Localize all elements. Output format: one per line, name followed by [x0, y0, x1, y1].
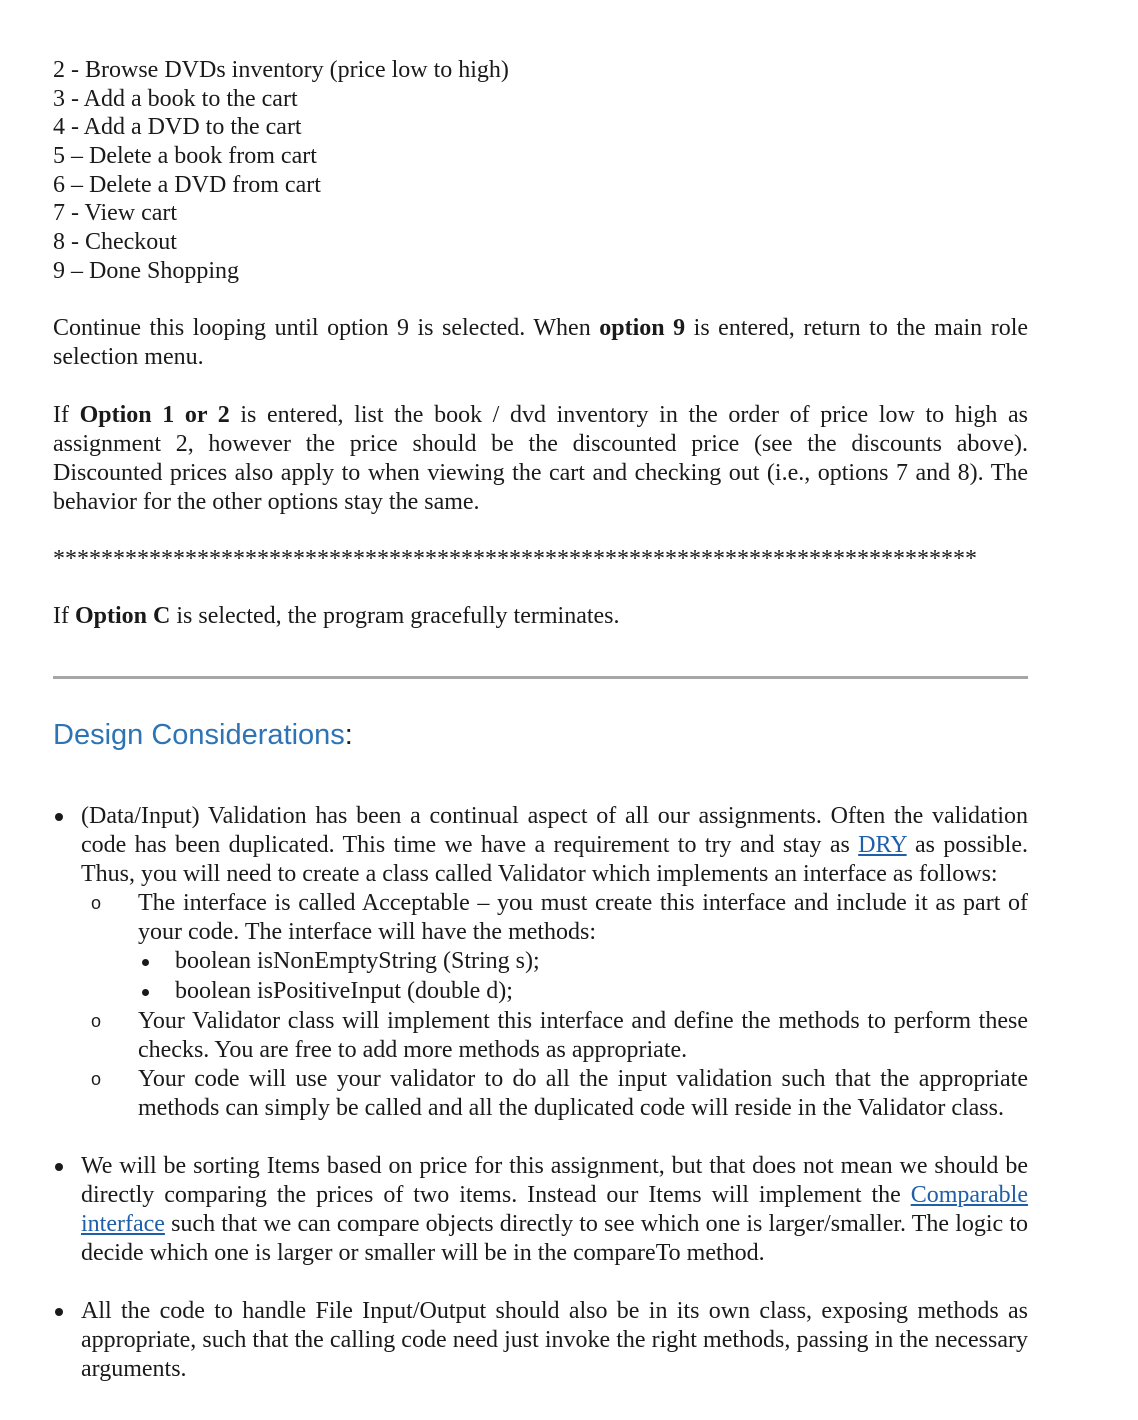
option-1-2-paragraph	[53, 401, 1028, 517]
option-9-bold: option 9	[599, 314, 686, 341]
dry-link[interactable]: DRY	[858, 831, 907, 858]
bullet-dot-icon	[142, 959, 149, 966]
bullet-file-io	[53, 1297, 1028, 1384]
menu-item: 6 – Delete a DVD from cart	[53, 171, 321, 198]
menu-item: 9 – Done Shopping	[53, 257, 239, 284]
asterisk-divider: *****************************************************************************	[53, 545, 977, 572]
sub1-text: The interface is called Acceptable – you must create this interface and include it as part of your code. The interface will have the methods:	[138, 889, 1028, 945]
circle-bullet-icon: o	[91, 892, 102, 913]
bullet1-text-before: (Data/Input) Validation has been a continual aspect of all our assignments. Often the validation code has been duplicated. This time we have a requirement to try and stay as	[81, 802, 1028, 858]
bullet-dot-icon	[55, 813, 63, 821]
bullet1-text-after: as possible. Thus, you will need to create a class called Validator which implements an interface as follows:	[81, 831, 1028, 887]
method-signature: boolean isNonEmptyString (String s);	[175, 947, 540, 974]
bullet-validation	[53, 802, 1028, 1123]
option-c-paragraph	[53, 602, 1028, 631]
methods-list	[138, 947, 1028, 1007]
menu-list	[53, 56, 1028, 286]
circle-bullet-icon: o	[91, 1010, 102, 1031]
menu-item: 4 - Add a DVD to the cart	[53, 114, 302, 141]
option12-text-after: is entered, list the book / dvd inventory in the order of price low to high as assignment 2, however the price should be the discounted price (see the discounts above). Discounted prices also apply to when viewing the cart and checking out (i.e., options 7 and 8). The behavior for the other options stay the same.	[53, 401, 1028, 515]
circle-bullet-icon: o	[91, 1068, 102, 1089]
continue-text-after: is entered, return to the main role selection menu.	[53, 314, 1029, 370]
menu-item: 2 - Browse DVDs inventory (price low to high)	[53, 57, 509, 83]
method-item	[138, 947, 1028, 977]
design-considerations-heading	[53, 717, 1028, 753]
option-1-2-bold: Option 1 or 2	[79, 401, 230, 428]
continue-paragraph	[53, 314, 1028, 372]
validation-sub-list	[81, 889, 1028, 1123]
method-signature: boolean isPositiveInput (double d);	[175, 977, 513, 1004]
option12-text-before: If	[53, 401, 80, 428]
menu-item: 7 - View cart	[53, 200, 178, 227]
bullet-dot-icon	[55, 1308, 63, 1316]
menu-item: 3 - Add a book to the cart	[53, 85, 298, 112]
sub-item-interface	[81, 889, 1028, 1007]
document-page	[53, 56, 1028, 1384]
method-item	[138, 977, 1028, 1007]
heading-text: Design Considerations	[53, 718, 345, 751]
bullet2-text-before: We will be sorting Items based on price for this assignment, but that does not mean we should be directly comparing the prices of two items. Instead our Items will implement the	[81, 1152, 1028, 1208]
sub-item-validator-class	[81, 1007, 1028, 1065]
heading-colon: :	[344, 718, 353, 751]
bullet2-text-after: such that we can compare objects directly to see which one is larger/smaller. The logic to decide which one is larger or smaller will be in the compareTo method.	[81, 1210, 1028, 1266]
horizontal-rule	[53, 676, 1028, 679]
bullet-sorting	[53, 1152, 1028, 1268]
bullet3-text: All the code to handle File Input/Output should also be in its own class, exposing methods as appropriate, such that the calling code need just invoke the right methods, passing in the necessary arguments.	[81, 1297, 1028, 1382]
option-c-bold: Option C	[74, 602, 171, 629]
optionc-text-after: is selected, the program gracefully terminates.	[170, 602, 620, 629]
bullet-dot-icon	[55, 1163, 63, 1171]
sub3-text: Your code will use your validator to do all the input validation such that the appropriate methods can simply be called and all the duplicated code will reside in the Validator class.	[138, 1065, 1028, 1121]
design-bullet-list	[53, 802, 1028, 1384]
sub2-text: Your Validator class will implement this interface and define the methods to perform these checks. You are free to add more methods as appropriate.	[138, 1007, 1028, 1063]
comparable-interface-link[interactable]: Comparable interface	[81, 1181, 1028, 1237]
sub-item-use-validator	[81, 1065, 1028, 1123]
optionc-text-before: If	[53, 602, 75, 629]
menu-item: 5 – Delete a book from cart	[53, 143, 317, 170]
continue-text-before: Continue this looping until option 9 is selected. When	[53, 314, 600, 341]
menu-item: 8 - Checkout	[53, 229, 177, 256]
bullet-dot-icon	[142, 989, 149, 996]
